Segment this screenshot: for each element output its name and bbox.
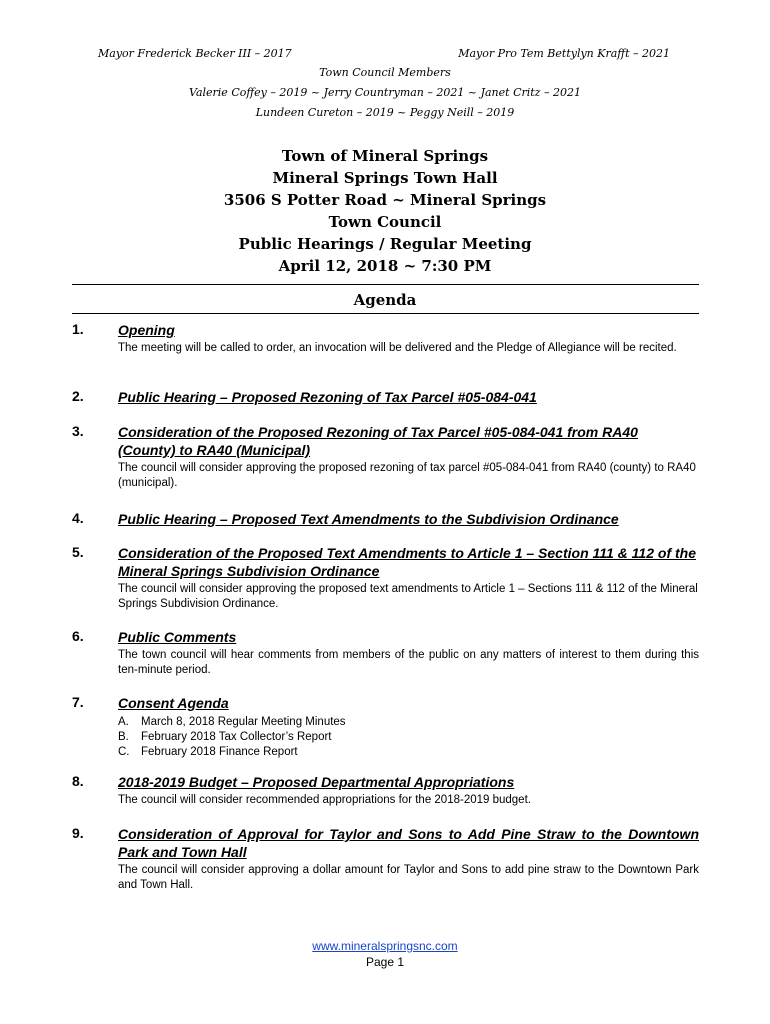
town-name: Town of Mineral Springs: [281, 147, 489, 165]
agenda-item-number: 7.: [72, 694, 84, 710]
agenda-item-number: 9.: [72, 825, 84, 841]
agenda-item-6: [72, 628, 699, 678]
agenda-item-title: 2018-2019 Budget – Proposed Departmental Appropriations: [118, 774, 515, 790]
meeting-title-block: [0, 145, 770, 277]
consent-agenda-list: [118, 715, 699, 760]
agenda-item-title: Consideration of the Proposed Text Amendments to Article 1 – Section 111 & 112 of the Mineral Springs Subdivision Ordinance: [118, 545, 696, 579]
subitem-letter: C.: [118, 746, 130, 758]
subitem-text: February 2018 Finance Report: [141, 746, 298, 758]
subitem-letter: B.: [118, 731, 129, 743]
agenda-item-number: 5.: [72, 544, 84, 560]
agenda-item-2: [72, 388, 699, 406]
mayor-line: Mayor Frederick Becker III – 2017: [98, 47, 292, 60]
agenda-rule-bottom: [72, 313, 699, 314]
mayor-pro-tem-line: Mayor Pro Tem Bettylyn Krafft – 2021: [458, 47, 670, 60]
agenda-item-1: [72, 321, 699, 356]
agenda-item-title: Public Comments: [118, 629, 237, 645]
agenda-item-3: [72, 423, 699, 491]
agenda-item-title: Public Hearing – Proposed Rezoning of Tax Parcel #05-084-041: [118, 389, 537, 405]
agenda-item-9: [72, 825, 699, 893]
council-members-line-1: Valerie Coffey – 2019 ~ Jerry Countryman – 2021 ~ Janet Critz – 2021: [189, 86, 581, 99]
agenda-item-title: Consideration of Approval for Taylor and Sons to Add Pine Straw to the Downtown Park and Town Hall: [118, 826, 699, 860]
agenda-item-title: Consent Agenda: [118, 695, 229, 711]
agenda-item-number: 1.: [72, 321, 84, 337]
subitem-text: February 2018 Tax Collector’s Report: [141, 731, 332, 743]
agenda-item-description: The town council will hear comments from members of the public on any matters of interest to them during this ten-minute period.: [118, 649, 699, 676]
agenda-item-number: 6.: [72, 628, 84, 644]
agenda-item-title: Opening: [118, 322, 175, 338]
agenda-item-number: 3.: [72, 423, 84, 439]
meeting-type: Public Hearings / Regular Meeting: [238, 235, 532, 253]
subitem-text: March 8, 2018 Regular Meeting Minutes: [141, 716, 346, 728]
consent-agenda-subitem: [118, 715, 699, 730]
subitem-letter: A.: [118, 716, 129, 728]
agenda-item-title: Consideration of the Proposed Rezoning of Tax Parcel #05-084-041 from RA40 (County) to RA40 (Municipal): [118, 424, 638, 458]
agenda-rule-top: [72, 284, 699, 285]
town-hall-name: Mineral Springs Town Hall: [272, 169, 498, 187]
agenda-item-number: 2.: [72, 388, 84, 404]
meeting-address: 3506 S Potter Road ~ Mineral Springs: [223, 191, 547, 209]
agenda-item-7: [72, 694, 699, 760]
consent-agenda-subitem: [118, 730, 699, 745]
agenda-item-description: The council will consider approving a dollar amount for Taylor and Sons to add pine straw to the Downtown Park and Town Hall.: [118, 864, 699, 891]
agenda-item-4: [72, 510, 699, 528]
council-members-line-2: Lundeen Cureton – 2019 ~ Peggy Neill – 2019: [255, 106, 515, 119]
agenda-heading: Agenda: [353, 291, 417, 309]
website-link[interactable]: www.mineralspringsnc.com: [312, 939, 458, 953]
page-number: Page 1: [365, 955, 405, 969]
agenda-item-title: Public Hearing – Proposed Text Amendments to the Subdivision Ordinance: [118, 511, 619, 527]
agenda-item-description: The council will consider approving the proposed text amendments to Article 1 – Sections 111 & 112 of the Mineral Springs Subdivision Ordinance.: [118, 583, 698, 610]
agenda-item-description: The council will consider recommended appropriations for the 2018-2019 budget.: [118, 794, 531, 806]
agenda-item-description: The council will consider approving the proposed rezoning of tax parcel #05-084-041 from RA40 (county) to RA40 (municipal).: [118, 462, 696, 489]
agenda-item-5: [72, 544, 699, 612]
agenda-item-number: 8.: [72, 773, 84, 789]
council-members-title: Town Council Members: [319, 66, 451, 79]
meeting-date: April 12, 2018 ~ 7:30 PM: [278, 257, 492, 275]
consent-agenda-subitem: [118, 745, 699, 760]
agenda-item-8: [72, 773, 699, 808]
agenda-item-description: The meeting will be called to order, an invocation will be delivered and the Pledge of Allegiance will be recited.: [118, 342, 677, 354]
meeting-body: Town Council: [328, 213, 442, 231]
agenda-item-number: 4.: [72, 510, 84, 526]
